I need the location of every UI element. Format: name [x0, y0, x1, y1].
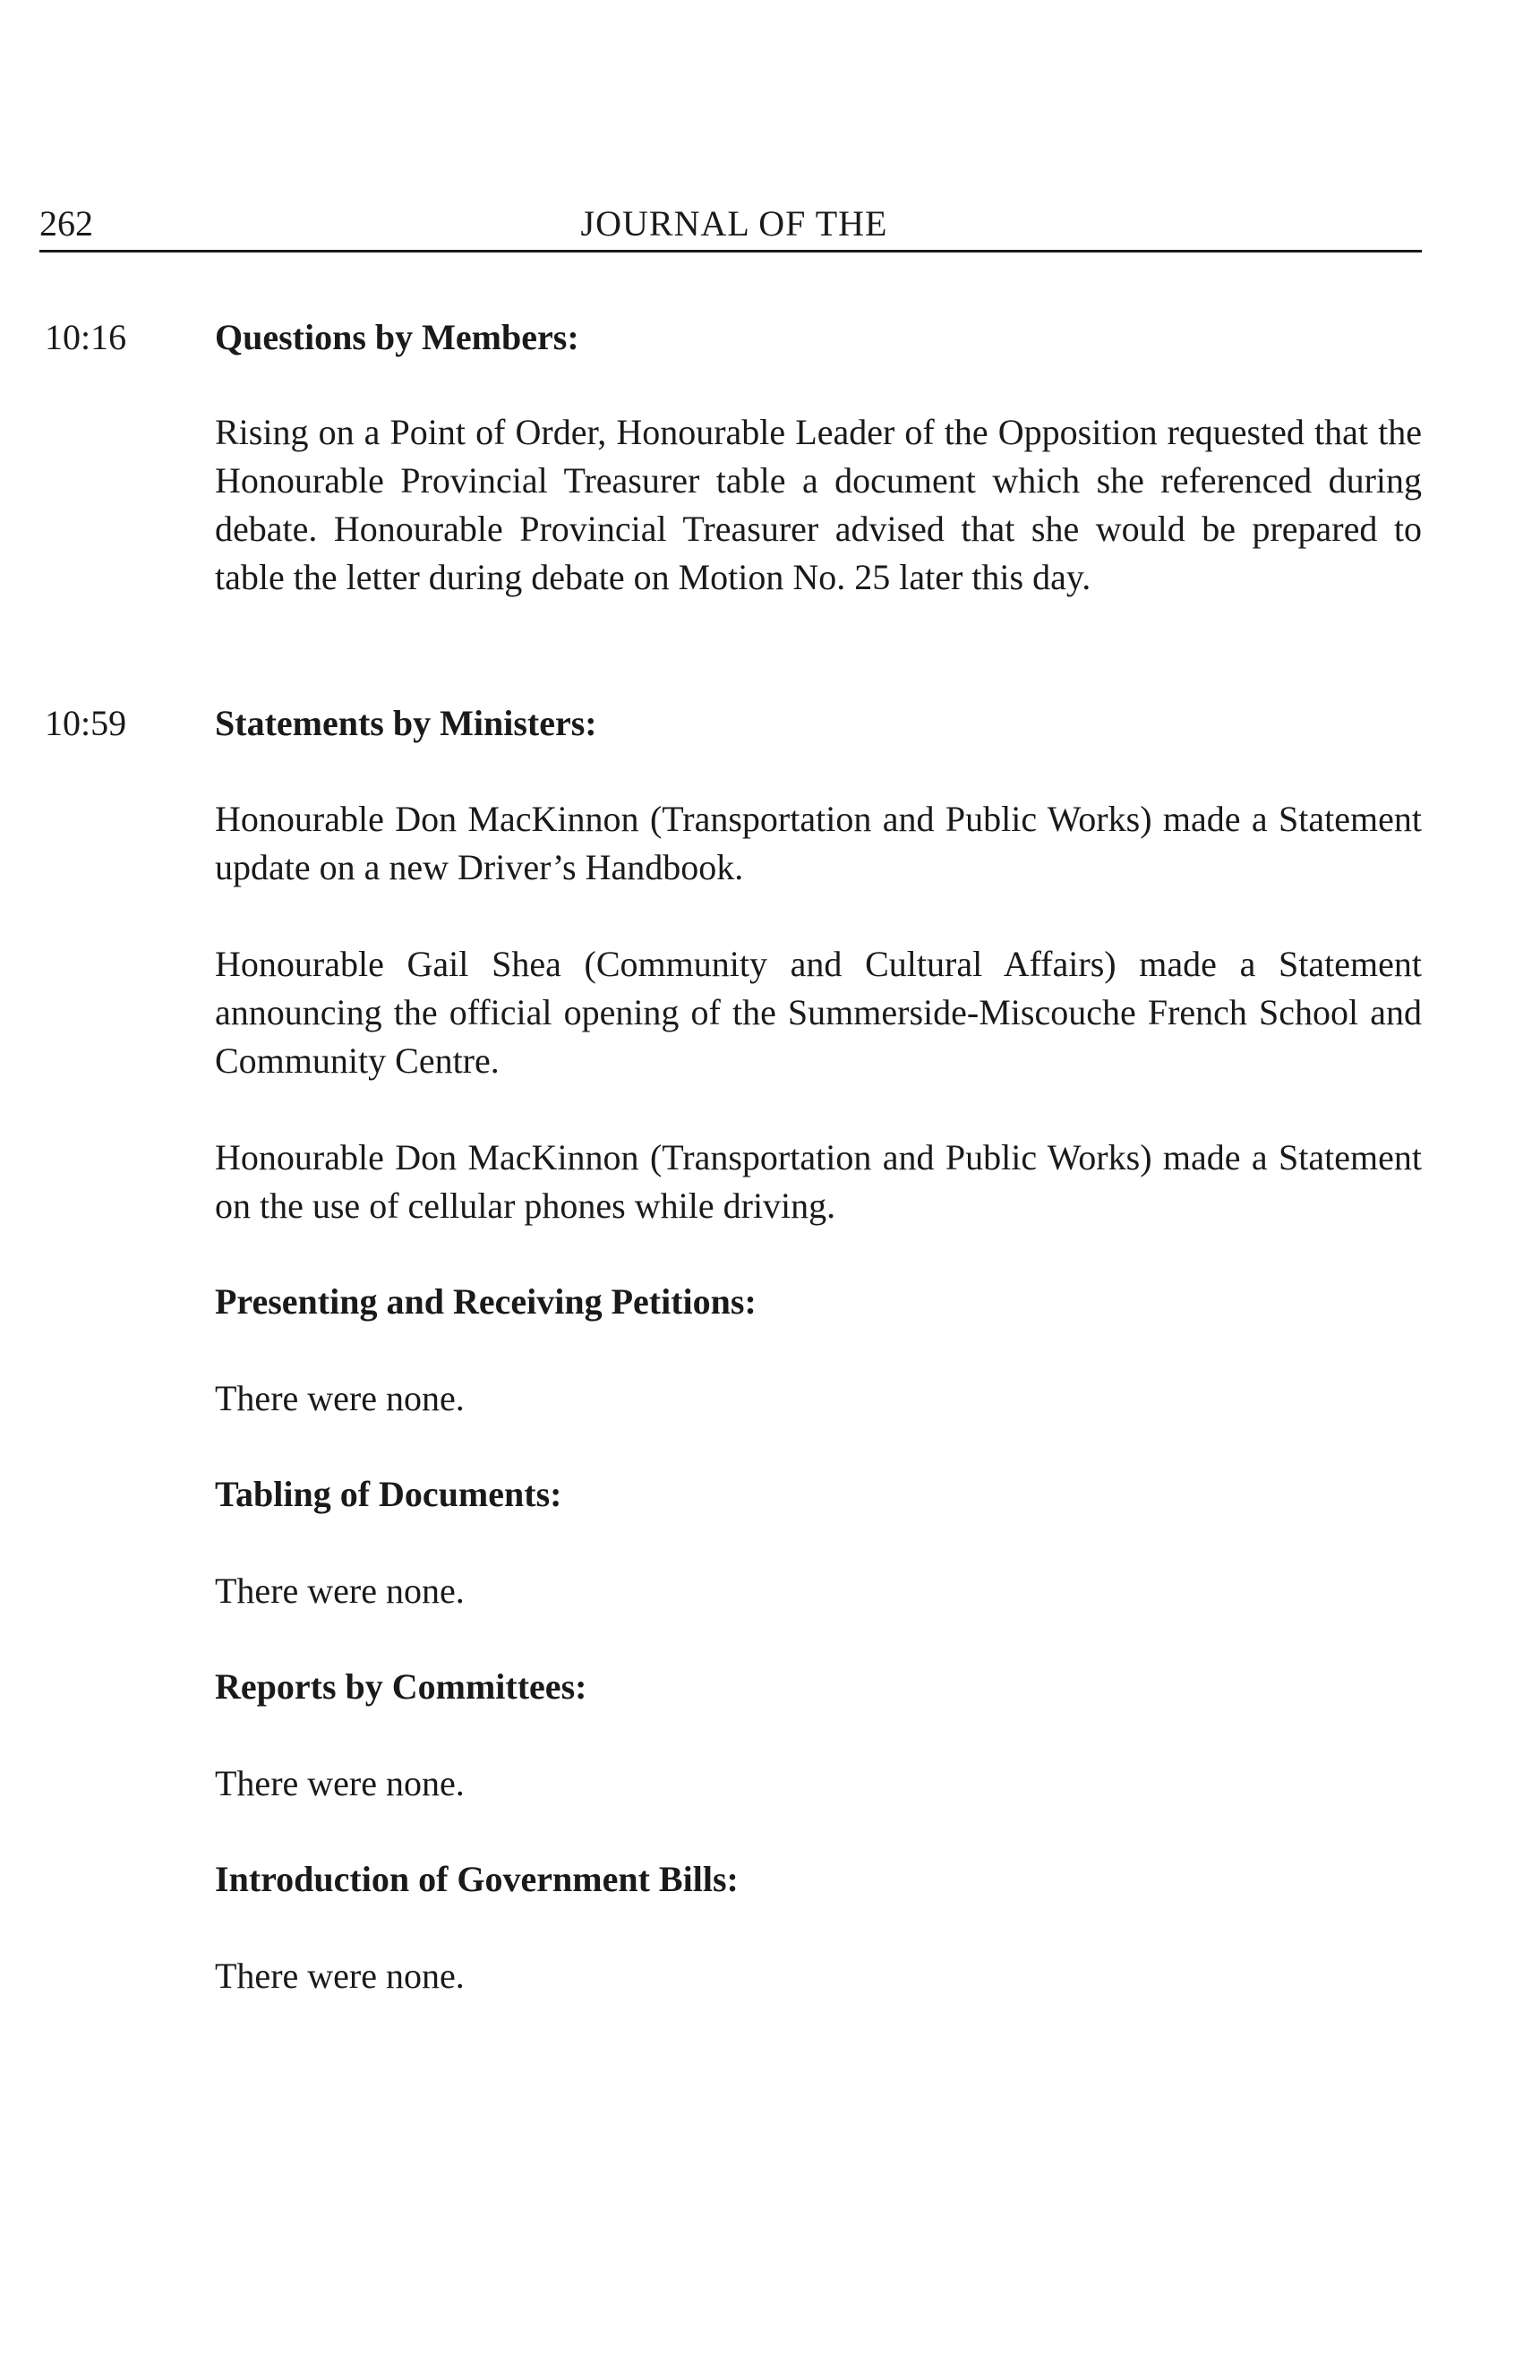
- page-number: 262: [39, 203, 93, 244]
- section-paragraph: There were none.: [215, 1571, 465, 1611]
- time-stamp: 10:16: [45, 317, 127, 357]
- section-heading: Questions by Members:: [215, 317, 579, 357]
- section-heading: Introduction of Government Bills:: [215, 1859, 739, 1899]
- header-rule: [39, 250, 1422, 253]
- section-paragraph: There were none.: [215, 1763, 465, 1803]
- section-paragraph: Honourable Gail Shea (Community and Cultural Affairs) made a Statement announcing the official opening of the Summerside-Miscouche French School and Community Centre.: [215, 944, 1422, 1081]
- section-heading: Reports by Committees:: [215, 1666, 587, 1707]
- section-paragraph: There were none.: [215, 1956, 465, 1996]
- section-paragraph: There were none.: [215, 1378, 465, 1418]
- time-stamp: 10:59: [45, 703, 127, 743]
- running-title: JOURNAL OF THE: [580, 203, 888, 244]
- section-paragraph: Honourable Don MacKinnon (Transportation and Public Works) made a Statement on the use of cellular phones while driving.: [215, 1137, 1422, 1226]
- section-heading: Tabling of Documents:: [215, 1474, 562, 1514]
- section-paragraph: Honourable Don MacKinnon (Transportation and Public Works) made a Statement update on a new Driver’s Handbook.: [215, 799, 1422, 887]
- section-heading: Presenting and Receiving Petitions:: [215, 1281, 757, 1322]
- section-heading: Statements by Ministers:: [215, 703, 597, 743]
- section-paragraph: Rising on a Point of Order, Honourable Leader of the Opposition requested that the Honourable Provincial Treasurer table a document which she referenced during debate. Honourable Provincial Treasurer advised that she would be prepared to table the letter during debate on Motion No. 25 later this day.: [215, 412, 1422, 597]
